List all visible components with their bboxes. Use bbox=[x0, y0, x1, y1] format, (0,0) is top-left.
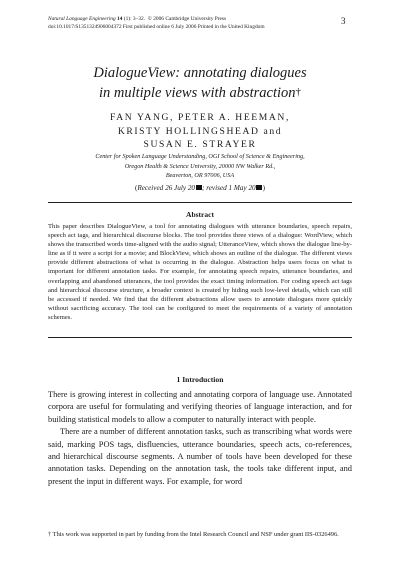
author-line-2: KRISTY HOLLINGSHEAD and bbox=[117, 125, 283, 137]
obscured-digits-mark bbox=[196, 185, 202, 190]
running-head bbox=[48, 15, 348, 31]
affiliation-line-1: Center for Spoken Language Understanding, OGI School of Science & Engineering, bbox=[95, 153, 305, 160]
obscured-digits-mark bbox=[256, 185, 262, 190]
journal-volume: 14 bbox=[117, 16, 123, 22]
section-heading: 1 Introduction bbox=[176, 375, 224, 384]
affiliation-line-2: Oregon Health & Science University, 20000 NW Walker Rd., bbox=[124, 162, 276, 170]
author-list bbox=[40, 111, 360, 152]
affiliation-line-3: Beaverton, OR 97006, USA bbox=[165, 172, 235, 179]
paragraph: There is growing interest in collecting and annotating corpora of language use. Annotated corpora are useful for formulating and verifying theories of language interaction, and for building statistical models to allow a computer to naturally interact with people. bbox=[48, 390, 352, 424]
author-line-1: FAN YANG, PETER A. HEEMAN, bbox=[110, 112, 290, 123]
revised-label: ; revised 1 May 20 bbox=[202, 184, 256, 192]
title-line-2 bbox=[40, 83, 360, 103]
title-line-1: DialogueView: annotating dialogues bbox=[93, 65, 307, 81]
paragraph: There are a number of different annotation tasks, such as transcribing what words were said, marking POS tags, disfluencies, utterance boundaries, speech acts, co-references, and hierarchical discourse segments. A number of tools have been developed for these annotation tasks. Depending on the annotation task, the tools take different input, and present the input in different ways. For example, for word bbox=[48, 427, 352, 486]
copyright-notice: © 2006 Cambridge University Press bbox=[147, 16, 227, 22]
abstract-body: This paper describes DialogueView, a tool for annotating dialogues with utterance boundaries, speech repairs, speech act tags, and hierarchical discourse blocks. The tool provides three views of a dialogue: WordView, which shows the transcribed words time-aligned with the audio signal; UtteranceView, which shows the dialogue line-by-line as if it were a script for a movie; and BlockView, which shows an outline of the dialogue. The different views provide different abstractions of what is occurring in the dialogue. Abstraction helps users focus on what is important for different annotation tasks. For example, for annotating speech repairs, utterance boundaries, and overlapping and abandoned utterances, the tool provides the exact timing information. For coding speech act tags and hierarchical discourse structure, a broader context is created by hiding such low-level details, which can still be accessed if needed. We find that the different abstractions allow users to annotate dialogues more quickly without sacrificing accuracy. The tool can be configured to meet the requirements of a variety of annotation schemes. bbox=[48, 223, 352, 321]
received-dates bbox=[40, 184, 360, 192]
section-body bbox=[48, 389, 352, 488]
footnote-text: † This work was supported in part by funding from the Intel Research Council and NSF under grant IIS-0326496. bbox=[48, 531, 339, 538]
page-number: 3 bbox=[341, 16, 346, 26]
journal-issue-pages: (1): 3–32. bbox=[123, 16, 146, 22]
received-open-paren: ( bbox=[134, 184, 138, 192]
abstract-bottom-rule bbox=[48, 337, 352, 338]
affiliation bbox=[40, 152, 360, 181]
abstract-top-rule bbox=[48, 202, 352, 203]
title-footnote-marker: † bbox=[295, 86, 302, 98]
received-label: Received 26 July 20 bbox=[137, 184, 196, 192]
received-close-paren: ) bbox=[262, 184, 266, 192]
citation-line bbox=[48, 15, 348, 23]
footnote bbox=[48, 531, 352, 539]
author-line-3: SUSAN E. STRAYER bbox=[143, 139, 257, 150]
paper-title bbox=[40, 64, 360, 103]
doi-line: doi:10.1017/S1351324906004372 First published online 6 July 2006 Printed in the United Kingdom bbox=[48, 24, 265, 30]
journal-name: Natural Language Engineering bbox=[48, 16, 116, 22]
title-line-2-text: in multiple views with abstraction bbox=[98, 85, 296, 101]
abstract-heading: Abstract bbox=[186, 210, 214, 219]
